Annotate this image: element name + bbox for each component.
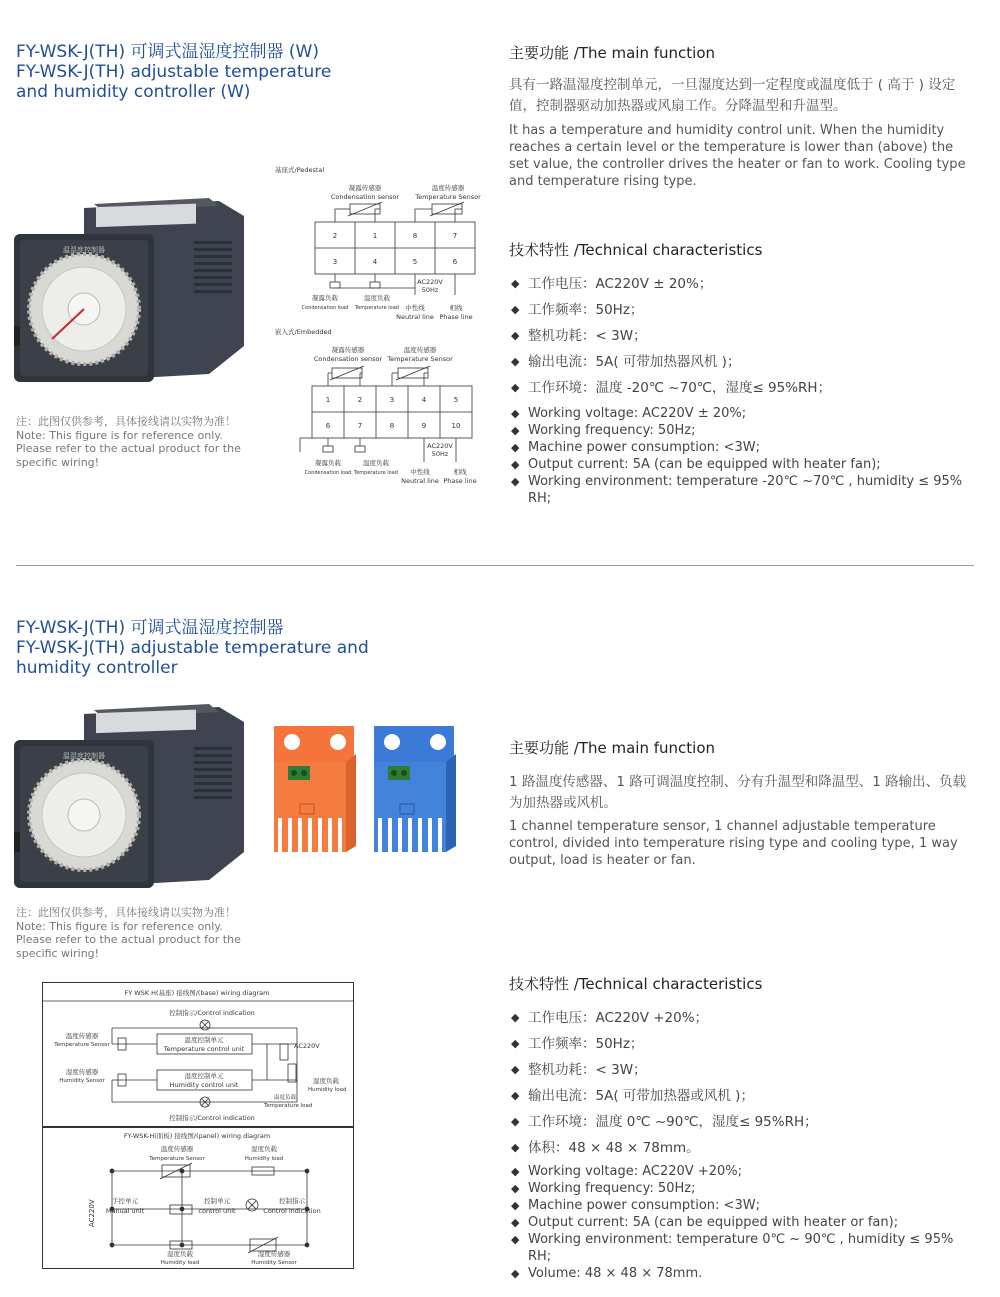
section2-note	[16, 906, 246, 960]
base-temp-load-cn: 温度负载	[274, 1095, 297, 1101]
emb-supply: AC220V	[427, 442, 453, 450]
emb-terminal: 2	[357, 396, 363, 404]
section1-main-function-heading: 主要功能 /The main function	[509, 44, 716, 62]
ped-neutral-cn: 中性线	[405, 304, 425, 312]
spec-item: ◆ 工作电压：AC220V ± 20%；	[511, 271, 977, 297]
panel-control-cn: 控制单元	[204, 1197, 230, 1205]
emb-terminal: 5	[453, 396, 459, 404]
section1-main-function-en: It has a temperature and humidity control unit. When the humidity reaches a certain level or the temperature is lower than (above) the set value, the controller drives the heater or fan to work. Cooling type and temperature rising type.	[509, 123, 966, 189]
spec-item: ◆ 工作频率：50Hz；	[511, 297, 977, 323]
emb-temp-load-cn: 温度负载	[363, 459, 389, 467]
spec-item: ◆ Working environment: temperature -20℃ ~70℃ , humidity ≤ 95% RH;	[511, 473, 977, 507]
section2-main-function-en: 1 channel temperature sensor, 1 channel adjustable temperature control, divided into temperature rising type and cooling type, 1 way output, load is heater or fan.	[509, 819, 958, 868]
panel-ind-cn: 控制指示	[279, 1197, 305, 1205]
ped-cond-load-en: Condensation load	[301, 305, 349, 311]
base-hum-sensor-en: Humidity Sensor	[59, 1078, 105, 1084]
spec-item: ◆ 体积：48 × 48 × 78mm。	[511, 1135, 977, 1161]
ped-temp-load-cn: 温度负载	[364, 294, 390, 302]
spec-item: ◆ 工作电压：AC220V +20%；	[511, 1005, 977, 1031]
panel-hum-load-top-cn: 湿度负载	[251, 1145, 277, 1153]
base-ctrl-ind-top: 控制指示/Control indication	[169, 1009, 255, 1017]
device-label-1: 温湿度控制器	[63, 246, 105, 254]
emb-cond-load-cn: 凝露负载	[315, 459, 341, 467]
base-temp-sensor-en: Temperature Sensor	[54, 1042, 110, 1048]
section2-technical-heading: 技术特性 /Technical characteristics	[509, 975, 763, 993]
base-hum-sensor-cn: 湿度传感器	[65, 1068, 99, 1076]
ped-temp-load-en: Temperature load	[355, 305, 399, 311]
ped-terminal: 6	[452, 258, 458, 266]
panel-hum-sensor-en: Humidity Sensor	[251, 1260, 297, 1266]
ped-terminal: 7	[452, 232, 458, 240]
ped-phase-en: Phase line	[439, 313, 473, 321]
panel-ind-en: Control indication	[263, 1207, 321, 1215]
section2-title-cn: FY-WSK-J(TH) 可调式温湿度控制器	[16, 618, 284, 638]
section1-technical-en-list	[511, 405, 977, 507]
ped-neutral-en: Neutral line	[396, 313, 434, 321]
spec-item: ◆ Working voltage: AC220V +20%;	[511, 1163, 977, 1180]
panel-manual-en: Manual unit	[105, 1207, 145, 1215]
section2-technical-en-list	[511, 1163, 977, 1282]
section2-technical-cn-list	[511, 1005, 977, 1161]
ped-phase-cn: 相线	[449, 304, 463, 312]
spec-item: ◆ Working frequency: 50Hz;	[511, 1180, 977, 1197]
emb-neutral-en: Neutral line	[401, 477, 439, 485]
spec-item: ◆ 整机功耗：< 3W；	[511, 323, 977, 349]
panel-wiring-diagram	[42, 1127, 354, 1269]
section-divider	[16, 565, 974, 566]
base-temp-unit-cn: 温度控制单元	[184, 1036, 224, 1044]
spec-item: ◆ Machine power consumption: <3W;	[511, 439, 977, 456]
panel-hum-load-en: Humidity load	[160, 1260, 200, 1266]
emb-temp-load-en: Temperature load	[354, 470, 398, 476]
emb-terminal: 8	[389, 422, 395, 430]
spec-item: ◆ Working frequency: 50Hz;	[511, 422, 977, 439]
emb-cond-sensor-cn: 凝露传感器	[331, 346, 365, 354]
ped-freq: 50Hz	[421, 286, 439, 294]
panel-manual-cn: 手控单元	[112, 1197, 138, 1205]
emb-terminal: 3	[389, 396, 395, 404]
panel-hum-load-top-en: Humidity load	[244, 1156, 284, 1162]
section1-note-en: Note: This figure is for reference only. Please refer to the actual product for the specific wiring!	[16, 428, 241, 469]
embedded-wiring-diagram	[270, 322, 490, 490]
ped-terminal: 8	[412, 232, 418, 240]
emb-terminal: 9	[421, 422, 427, 430]
base-hum-unit-cn: 湿度控制单元	[184, 1072, 224, 1080]
base-temp-load-en: Temperature load	[264, 1103, 313, 1109]
spec-item: ◆ 整机功耗：< 3W；	[511, 1057, 977, 1083]
panel-temp-sensor-en: Temperature Sensor	[149, 1156, 205, 1162]
base-hum-unit-en: Humidity control unit	[169, 1081, 239, 1089]
pedestal-wiring-diagram	[270, 160, 490, 330]
panel-diagram-title: FY-WSK-H(面板) 接线图/(panel) wiring diagram	[123, 1132, 271, 1140]
spec-item: ◆ 工作环境：温度 0℃ ~90℃，湿度≤ 95%RH；	[511, 1109, 977, 1135]
base-ctrl-ind-bottom: 控制指示/Control indication	[169, 1114, 255, 1122]
emb-terminal: 4	[421, 396, 427, 404]
ped-terminal: 2	[332, 232, 338, 240]
ped-terminal: 4	[372, 258, 378, 266]
emb-terminal: 6	[325, 422, 331, 430]
panel-supply: AC220V	[88, 1199, 96, 1227]
emb-phase-en: Phase line	[443, 477, 477, 485]
ped-terminal: 5	[412, 258, 418, 266]
base-wiring-diagram	[42, 982, 354, 1127]
spec-item: ◆ Working voltage: AC220V ± 20%;	[511, 405, 977, 422]
emb-cond-load-en: Condensation load	[304, 470, 352, 476]
base-temp-unit-en: Temperature control unit	[163, 1045, 245, 1053]
section1-note	[16, 415, 246, 469]
spec-item: ◆ 工作环境：温度 -20℃ ~70℃，湿度≤ 95%RH；	[511, 375, 977, 401]
panel-control-en: control unit	[198, 1207, 236, 1215]
base-temp-sensor-cn: 温度传感器	[65, 1032, 99, 1040]
emb-terminal: 1	[325, 396, 331, 404]
emb-terminal: 10	[451, 422, 461, 430]
ped-temp-sensor-en: Temperature Sensor	[415, 193, 481, 201]
spec-item: ◆ 输出电流：5A( 可带加热器或风机 )；	[511, 1083, 977, 1109]
base-diagram-title: FY WSK H(基座) 接线图/(base) wiring diagram	[124, 989, 270, 997]
panel-hum-load-cn: 湿度负载	[167, 1250, 193, 1258]
section2-title	[16, 618, 416, 678]
section1-title-cn: FY-WSK-J(TH) 可调式温湿度控制器 (W)	[16, 42, 319, 62]
section2-main-function-heading: 主要功能 /The main function	[509, 739, 716, 757]
ped-terminal: 3	[332, 258, 338, 266]
panel-hum-sensor-cn: 湿度传感器	[257, 1250, 291, 1258]
section1-technical-cn-list	[511, 271, 977, 401]
spec-item: ◆ Output current: 5A (can be equipped with heater or fan);	[511, 1214, 977, 1231]
ped-cond-sensor-cn: 凝露传感器	[348, 184, 382, 192]
emb-cond-sensor-en: Condensation sensor	[313, 355, 383, 363]
blue-sensor-module-image	[368, 722, 460, 860]
spec-item: ◆ Working environment: temperature 0℃ ~ 90℃ , humidity ≤ 95% RH;	[511, 1231, 977, 1265]
spec-item: ◆ 工作频率：50Hz；	[511, 1031, 977, 1057]
section2-title-en1: FY-WSK-J(TH) adjustable temperature and	[16, 638, 369, 658]
section2-main-function-cn: 1 路温度传感器、1 路可调温度控制、分有升温型和降温型、1 路输出、负载为加热器或风机。	[509, 774, 967, 811]
section1-title-en2: and humidity controller (W)	[16, 82, 251, 102]
spec-item: ◆ Volume: 48 × 48 × 78mm.	[511, 1265, 977, 1282]
section1-technical-heading: 技术特性 /Technical characteristics	[509, 241, 763, 259]
spec-item: ◆ Output current: 5A (can be equipped with heater fan);	[511, 456, 977, 473]
ped-cond-load-cn: 凝露负载	[312, 294, 338, 302]
ped-cond-sensor-en: Condensation sensor	[330, 193, 400, 201]
emb-phase-cn: 相线	[453, 468, 467, 476]
emb-temp-sensor-cn: 温度传感器	[403, 346, 437, 354]
ped-terminal: 1	[372, 232, 378, 240]
orange-sensor-module-image	[268, 722, 360, 860]
section1-note-cn: 注：此图仅供参考，具体接线请以实物为准！	[16, 415, 236, 428]
base-hum-load-cn: 湿度负载	[313, 1077, 339, 1085]
controller-device-image-1	[14, 196, 244, 386]
spec-item: ◆ 输出电流：5A( 可带加热器风机 )；	[511, 349, 977, 375]
base-hum-load-en: Humidity load	[308, 1087, 347, 1093]
section1-main-function-cn: 具有一路温湿度控制单元，一旦湿度达到一定程度或温度低于 ( 高于 ) 设定值，控制器驱动加热器或风扇工作。分降温型和升温型。	[509, 77, 956, 114]
ped-supply: AC220V	[417, 278, 443, 286]
section2-note-cn: 注：此图仅供参考，具体接线请以实物为准！	[16, 906, 236, 919]
panel-temp-sensor-cn: 温度传感器	[160, 1145, 194, 1153]
ped-temp-sensor-cn: 温度传感器	[431, 184, 465, 192]
emb-freq: 50Hz	[431, 450, 449, 458]
device-label-2: 温湿度控制器	[63, 752, 105, 760]
emb-terminal: 7	[357, 422, 363, 430]
embedded-label: 嵌入式/Embedded	[275, 328, 332, 336]
pedestal-label: 基座式/Pedestal	[275, 166, 325, 174]
section2-note-en: Note: This figure is for reference only. Please refer to the actual product for the specific wiring!	[16, 919, 241, 960]
section1-title	[16, 42, 416, 102]
emb-neutral-cn: 中性线	[410, 468, 430, 476]
section2-title-en2: humidity controller	[16, 658, 178, 678]
base-supply: AC220V	[294, 1042, 320, 1050]
emb-temp-sensor-en: Temperature Sensor	[387, 355, 453, 363]
section1-title-en1: FY-WSK-J(TH) adjustable temperature	[16, 62, 332, 82]
spec-item: ◆ Machine power consumption: <3W;	[511, 1197, 977, 1214]
controller-device-image-2	[14, 702, 244, 892]
